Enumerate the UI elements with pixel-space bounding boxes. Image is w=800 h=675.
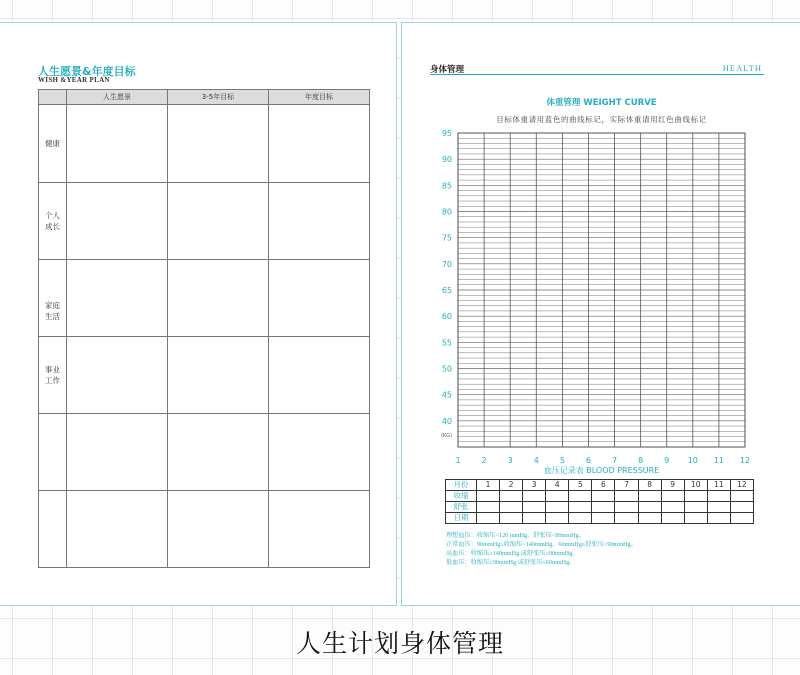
wish-row-blank: [39, 414, 370, 491]
y-tick-label: 45: [441, 390, 452, 400]
wish-cell[interactable]: [269, 414, 370, 491]
row-label-line2: 工作: [45, 376, 60, 385]
wish-header-row: [39, 90, 370, 105]
bp-month-cell: 3: [523, 480, 546, 491]
bp-entry-cell[interactable]: [523, 491, 546, 502]
x-tick-label: 6: [585, 456, 592, 465]
bp-title: 血压记录表 BLOOD PRESSURE: [543, 466, 660, 475]
weight-title: 体重管理 WEIGHT CURVE: [546, 98, 657, 108]
y-tick-label: 60: [441, 312, 452, 322]
wish-cell[interactable]: [67, 337, 168, 414]
row-label-line1: 健康: [45, 139, 60, 148]
x-tick-label: 5: [559, 456, 565, 465]
bp-month-cell: 12: [730, 480, 753, 491]
bp-entry-cell[interactable]: [661, 502, 684, 513]
right-page: [401, 22, 800, 606]
bp-entry-cell[interactable]: [592, 513, 615, 524]
row-label-line2: 成长: [45, 222, 60, 231]
wish-row-career: [39, 337, 370, 414]
row-label: [39, 337, 67, 414]
bp-entry-cell[interactable]: [477, 502, 500, 513]
wish-header-annual: 年度目标: [269, 90, 370, 105]
wish-cell[interactable]: [67, 491, 168, 568]
section-title: 身体管理: [430, 65, 465, 75]
bp-month-cell: 1: [477, 480, 500, 491]
left-page: [0, 22, 397, 606]
bp-entry-cell[interactable]: [546, 513, 569, 524]
x-tick-label: 3: [507, 456, 513, 465]
bp-entry-cell[interactable]: [615, 513, 638, 524]
bp-entry-cell[interactable]: [730, 513, 753, 524]
row-label: [39, 491, 67, 568]
bp-month-cell: 7: [615, 480, 638, 491]
bp-entry-cell[interactable]: [638, 491, 661, 502]
wish-header-3-5yr: 3-5年目标: [168, 90, 269, 105]
wish-header-corner: [39, 90, 67, 105]
bp-note-low: 低血压：收缩压≤90mmHg 或舒张压≤60mmHg。: [446, 559, 576, 566]
bp-entry-cell[interactable]: [500, 491, 523, 502]
wish-cell[interactable]: [168, 491, 269, 568]
wish-row-growth: [39, 183, 370, 260]
bp-entry-cell[interactable]: [500, 502, 523, 513]
row-label: [39, 260, 67, 337]
wish-header-vision: 人生愿景: [67, 90, 168, 105]
bp-month-cell: 11: [707, 480, 730, 491]
bp-entry-cell[interactable]: [477, 491, 500, 502]
x-tick-label: 9: [664, 456, 670, 465]
y-tick-label: 75: [441, 233, 452, 243]
wish-cell[interactable]: [168, 183, 269, 260]
caption: 人生计划身体管理: [295, 629, 504, 658]
bp-row-label: 舒张: [446, 502, 477, 513]
x-tick-label: 12: [739, 456, 751, 465]
x-tick-label: 1: [455, 456, 461, 465]
bp-entry-cell[interactable]: [638, 513, 661, 524]
bp-month-cell: 9: [661, 480, 684, 491]
wish-title: 人生愿景&年度目标: [38, 65, 136, 78]
y-tick-label: 55: [441, 338, 452, 348]
x-tick-label: 11: [713, 456, 725, 465]
bp-entry-cell[interactable]: [707, 513, 730, 524]
bp-entry-cell[interactable]: [638, 502, 661, 513]
bp-entry-cell[interactable]: [569, 502, 592, 513]
row-label-line1: 事业: [45, 365, 60, 374]
x-tick-label: 7: [611, 456, 618, 465]
weight-note: 目标体重请用蓝色的曲线标记，实际体重请用红色曲线标记: [496, 115, 707, 124]
y-tick-label: 85: [441, 181, 452, 191]
bp-table: [445, 479, 754, 524]
bp-entry-cell[interactable]: [477, 513, 500, 524]
row-label: [39, 183, 67, 260]
bp-entry-cell[interactable]: [523, 513, 546, 524]
wish-table: [38, 89, 370, 568]
row-label: [39, 414, 67, 491]
wish-cell[interactable]: [67, 183, 168, 260]
bp-entry-cell[interactable]: [730, 491, 753, 502]
bp-month-cell: 5: [569, 480, 592, 491]
bp-entry-cell[interactable]: [523, 502, 546, 513]
bp-row-label: 日期: [446, 513, 477, 524]
x-tick-label: 4: [533, 456, 539, 465]
wish-cell[interactable]: [269, 337, 370, 414]
health-label: HEALTH: [722, 63, 762, 73]
bp-entry-cell[interactable]: [500, 513, 523, 524]
bp-entry-cell[interactable]: [661, 491, 684, 502]
wish-cell[interactable]: [67, 260, 168, 337]
bp-entry-cell[interactable]: [684, 502, 707, 513]
wish-subtitle: WISH &YEAR PLAN: [38, 76, 110, 84]
bp-entry-cell[interactable]: [546, 491, 569, 502]
bp-entry-cell[interactable]: [615, 502, 638, 513]
bp-entry-cell[interactable]: [615, 491, 638, 502]
bp-entry-cell[interactable]: [707, 502, 730, 513]
wish-cell[interactable]: [168, 260, 269, 337]
bp-row: [446, 491, 754, 502]
wish-row-health: [39, 105, 370, 183]
x-tick-label: 8: [638, 456, 644, 465]
wish-row-blank: [39, 491, 370, 568]
bp-row-label: 收缩: [446, 491, 477, 502]
y-tick-label: 90: [441, 155, 452, 165]
bp-entry-cell[interactable]: [592, 491, 615, 502]
y-tick-label: 70: [441, 259, 452, 269]
bp-month-cell: 4: [546, 480, 569, 491]
bp-month-cell: 6: [592, 480, 615, 491]
wish-cell[interactable]: [269, 491, 370, 568]
bp-row: [446, 502, 754, 513]
bp-entry-cell[interactable]: [730, 502, 753, 513]
bp-row: [446, 513, 754, 524]
row-label-line1: 家庭: [45, 301, 60, 310]
y-tick-label: 40: [441, 416, 452, 426]
bp-notes: [446, 531, 637, 567]
wish-cell[interactable]: [269, 260, 370, 337]
bp-note-high: 高血压：收缩压≥140mmHg 或舒张压≥90mmHg。: [446, 550, 579, 557]
x-tick-label: 2: [481, 456, 487, 465]
wish-cell[interactable]: [67, 414, 168, 491]
wish-cell[interactable]: [269, 183, 370, 260]
wish-cell[interactable]: [168, 414, 269, 491]
y-tick-label: 95: [441, 129, 452, 138]
y-tick-label: 65: [441, 286, 452, 295]
bp-month-cell: 8: [638, 480, 661, 491]
wish-row-family: [39, 260, 370, 337]
bp-entry-cell[interactable]: [661, 513, 684, 524]
wish-cell[interactable]: [67, 105, 168, 183]
header-divider: [430, 74, 764, 75]
y-axis-unit: (KG): [440, 433, 452, 440]
bp-row: [446, 480, 754, 491]
bp-entry-cell[interactable]: [707, 491, 730, 502]
bp-month-cell: 2: [500, 480, 523, 491]
weight-chart[interactable]: [432, 129, 762, 469]
row-label-line2: 生活: [45, 312, 60, 321]
bp-note-ideal: 理想血压：收缩压<120 mmHg、舒张压<80mmHg。: [446, 532, 585, 539]
bp-month-cell: 10: [684, 480, 707, 491]
bp-entry-cell[interactable]: [592, 502, 615, 513]
bp-entry-cell[interactable]: [569, 513, 592, 524]
y-tick-label: 50: [441, 364, 452, 374]
bp-entry-cell[interactable]: [684, 491, 707, 502]
bp-entry-cell[interactable]: [569, 491, 592, 502]
y-tick-label: 80: [441, 207, 452, 217]
row-label-line1: 个人: [45, 211, 60, 220]
bp-entry-cell[interactable]: [546, 502, 569, 513]
bp-entry-cell[interactable]: [684, 513, 707, 524]
bp-note-normal: 正常血压：90mmHg≤收缩压<140mmHg、60mmHg≤舒张压<90mmHg。: [446, 541, 637, 548]
wish-cell[interactable]: [168, 337, 269, 414]
wish-cell[interactable]: [168, 105, 269, 183]
x-tick-label: 10: [687, 456, 698, 465]
wish-cell[interactable]: [269, 105, 370, 183]
row-label: [39, 105, 67, 183]
bp-row-label: 月份: [446, 480, 477, 491]
